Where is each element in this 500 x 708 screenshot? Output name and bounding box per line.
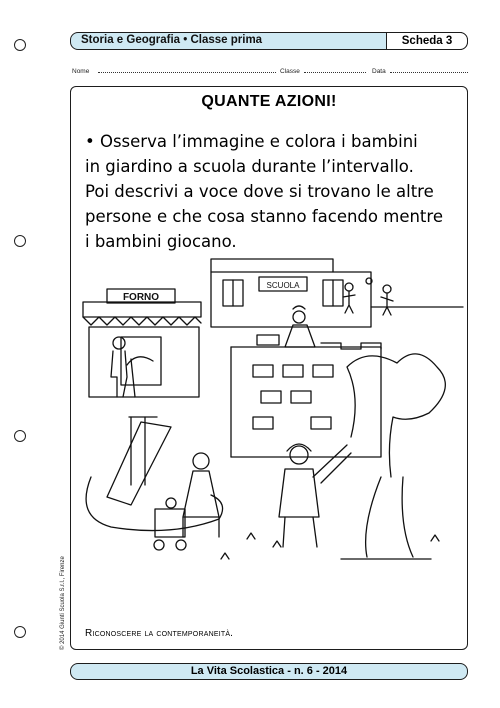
sheet-label: Scheda 3 — [386, 32, 468, 50]
copyright-notice: © 2014 Giunti Scuola S.r.l., Firenze — [60, 556, 66, 650]
header-title: Storia e Geografia • Classe prima — [81, 34, 263, 46]
kids-playing — [343, 278, 393, 315]
instruction-text — [85, 129, 455, 254]
bakery-shop — [83, 289, 201, 397]
header-bar — [70, 32, 468, 50]
class-field[interactable] — [304, 72, 366, 73]
coloring-illustration — [71, 247, 469, 647]
binder-hole — [14, 39, 26, 51]
instruction-line: Poi descrivi a voce dove si trovano le altre — [85, 182, 434, 201]
name-label: Nome — [72, 68, 90, 75]
school-building — [211, 259, 463, 327]
instruction-line: persone e che cosa stanno facendo mentre — [85, 207, 443, 226]
instruction-line: • Osserva l’immagine e colora i bambini — [85, 132, 418, 151]
gardener-figure — [279, 444, 351, 547]
name-field[interactable] — [98, 72, 276, 73]
worksheet-title: QUANTE AZIONI! — [201, 93, 337, 110]
footer-bar: La Vita Scolastica - n. 6 - 2014 — [70, 663, 468, 680]
binder-hole — [14, 430, 26, 442]
old-man-figure — [111, 337, 135, 397]
brick-wall — [231, 343, 381, 457]
skill-caption: Riconoscere la contemporaneità. — [85, 628, 234, 639]
instruction-line: in giardino a scuola durante l’intervallo. — [85, 157, 414, 176]
date-label: Data — [372, 68, 386, 75]
instruction-line: i bambini giocano. — [85, 232, 237, 251]
worksheet-box — [70, 86, 468, 650]
school-sign: SCUOLA — [266, 281, 300, 290]
mother-with-stroller — [154, 453, 219, 550]
binder-hole — [14, 626, 26, 638]
slide — [86, 417, 222, 531]
bakery-sign: FORNO — [122, 292, 160, 303]
date-field[interactable] — [390, 72, 468, 73]
class-label: Classe — [280, 68, 300, 75]
binder-hole — [14, 235, 26, 247]
